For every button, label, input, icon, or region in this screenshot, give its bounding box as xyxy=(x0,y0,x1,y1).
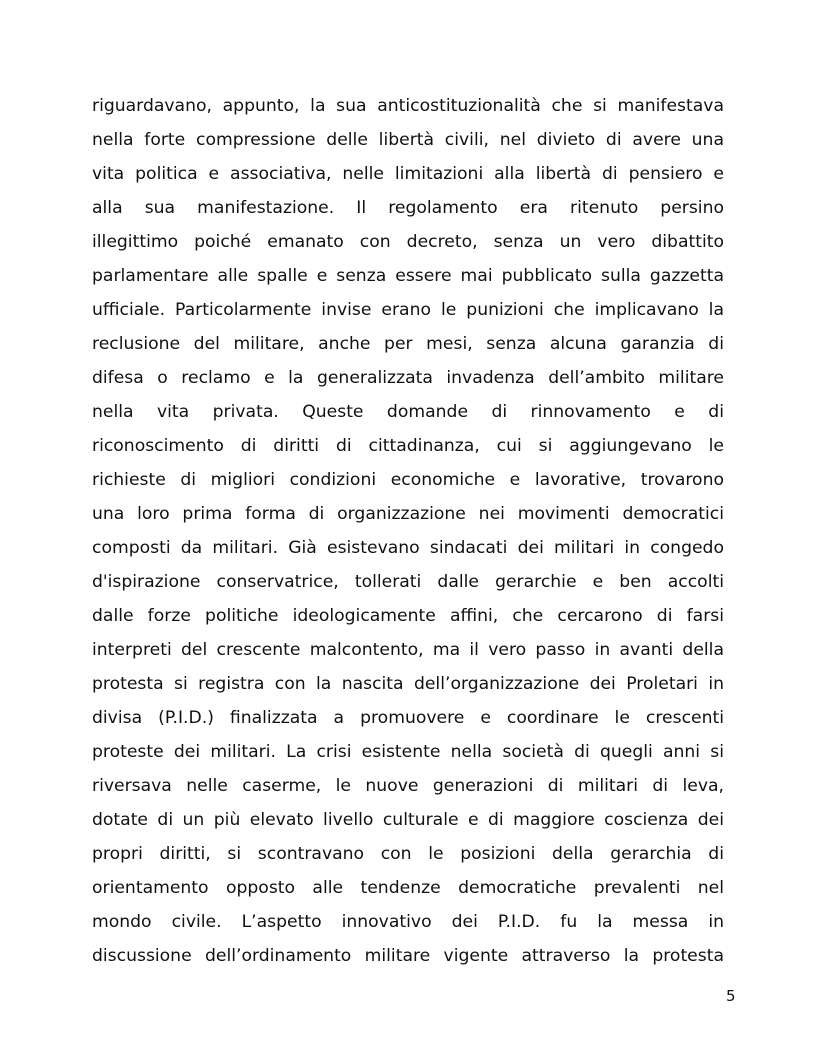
text-line: discussione dell’ordinamento militare vigente attraverso la protesta xyxy=(92,946,724,966)
text-line: nella vita privata. Queste domande di rinnovamento e di xyxy=(92,402,724,422)
text-line: richieste di migliori condizioni economiche e lavorative, trovarono xyxy=(92,470,724,490)
page-number: 5 xyxy=(726,987,736,1005)
text-line: propri diritti, si scontravano con le posizioni della gerarchia di xyxy=(92,844,724,864)
text-line: alla sua manifestazione. Il regolamento era ritenuto persino xyxy=(92,198,724,218)
text-line: orientamento opposto alle tendenze democratiche prevalenti nel xyxy=(92,878,724,898)
text-line: interpreti del crescente malcontento, ma il vero passo in avanti della xyxy=(92,640,724,660)
text-line: composti da militari. Già esistevano sindacati dei militari in congedo xyxy=(92,538,724,558)
body-paragraph xyxy=(92,89,724,973)
text-line: proteste dei militari. La crisi esistente nella società di quegli anni si xyxy=(92,742,724,762)
text-line: dalle forze politiche ideologicamente affini, che cercarono di farsi xyxy=(92,606,724,626)
text-line: mondo civile. L’aspetto innovativo dei P.I.D. fu la messa in xyxy=(92,912,724,932)
text-line: vita politica e associativa, nelle limitazioni alla libertà di pensiero e xyxy=(92,164,724,184)
text-line: difesa o reclamo e la generalizzata invadenza dell’ambito militare xyxy=(92,368,724,388)
text-line: parlamentare alle spalle e senza essere mai pubblicato sulla gazzetta xyxy=(92,266,724,286)
text-line: d'ispirazione conservatrice, tollerati dalle gerarchie e ben accolti xyxy=(92,572,724,592)
text-line: divisa (P.I.D.) finalizzata a promuovere e coordinare le crescenti xyxy=(92,708,724,728)
text-line: illegittimo poiché emanato con decreto, senza un vero dibattito xyxy=(92,232,724,252)
text-line: reclusione del militare, anche per mesi, senza alcuna garanzia di xyxy=(92,334,724,354)
text-line: ufficiale. Particolarmente invise erano le punizioni che implicavano la xyxy=(92,300,724,320)
text-line: riversava nelle caserme, le nuove generazioni di militari di leva, xyxy=(92,776,724,796)
text-line: dotate di un più elevato livello culturale e di maggiore coscienza dei xyxy=(92,810,724,830)
text-line: riguardavano, appunto, la sua anticostituzionalità che si manifestava xyxy=(92,96,724,116)
text-line: nella forte compressione delle libertà civili, nel divieto di avere una xyxy=(92,130,724,150)
text-line: protesta si registra con la nascita dell’organizzazione dei Proletari in xyxy=(92,674,724,694)
text-line: una loro prima forma di organizzazione nei movimenti democratici xyxy=(92,504,724,524)
text-line: riconoscimento di diritti di cittadinanza, cui si aggiungevano le xyxy=(92,436,724,456)
